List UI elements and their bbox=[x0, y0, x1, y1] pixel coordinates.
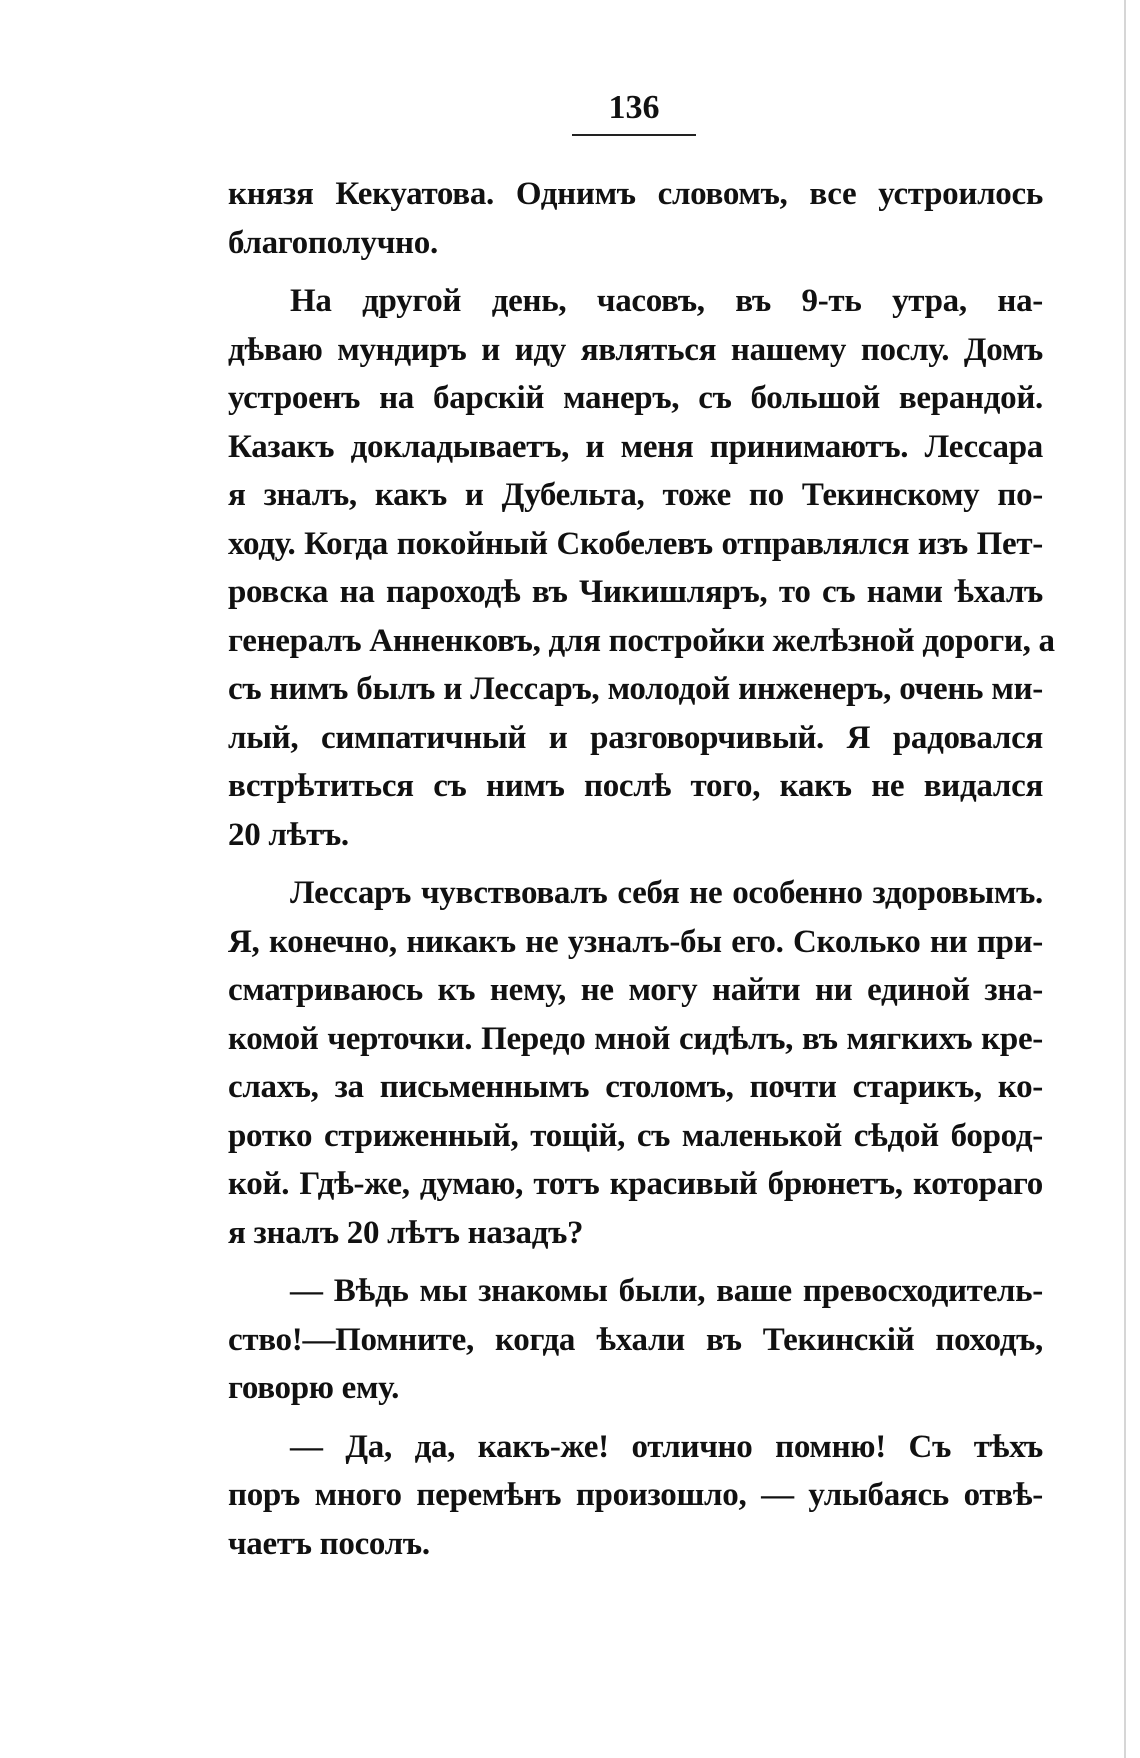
text-line: лый, симпатичный и разговорчивый. Я радовался bbox=[228, 719, 1043, 756]
text-line: сматриваюсь къ нему, не могу найти ни единой зна- bbox=[228, 972, 1043, 1008]
page-edge-line bbox=[1124, 0, 1126, 1758]
text-line: ровска на пароходѣ въ Чикишляръ, то съ нами ѣхалъ bbox=[228, 574, 1043, 610]
text-line: комой черточки. Передо мной сидѣлъ, въ мягкихъ кре- bbox=[228, 1020, 1043, 1057]
body-text bbox=[228, 170, 1055, 1568]
text-line: поръ много перемѣнъ произошло, — улыбаясь отвѣ- bbox=[228, 1477, 1043, 1513]
text-line: я зналъ 20 лѣтъ назадъ? bbox=[228, 1214, 584, 1251]
text-line: слахъ, за письменнымъ столомъ, почти старикъ, ко- bbox=[228, 1069, 1043, 1105]
text-line: — Да, да, какъ-же! отлично помню! Съ тѣхъ bbox=[290, 1428, 1043, 1465]
text-line: кой. Гдѣ-же, думаю, тотъ красивый брюнетъ, котораго bbox=[228, 1166, 1043, 1202]
text-line: Лессаръ чувствовалъ себя не особенно здоровымъ. bbox=[290, 875, 1043, 911]
paragraph-gap bbox=[228, 859, 1043, 869]
text-line: чаетъ посолъ. bbox=[228, 1525, 430, 1562]
text-line: съ нимъ былъ и Лессаръ, молодой инженеръ, очень ми- bbox=[228, 671, 1043, 707]
text-line: генералъ Анненковъ, для постройки желѣзной дороги, а bbox=[228, 622, 1055, 659]
text-line: благополучно. bbox=[228, 224, 438, 261]
paragraph-gap bbox=[228, 1257, 1043, 1267]
text-line: дѣваю мундиръ и иду являться нашему послу. Домъ bbox=[228, 331, 1043, 368]
text-line: я зналъ, какъ и Дубельта, тоже по Текинскому по- bbox=[228, 477, 1043, 513]
text-line: ство!—Помните, когда ѣхали въ Текинскій походъ, bbox=[228, 1321, 1043, 1358]
page-number: 136 bbox=[572, 88, 696, 136]
text-line: Казакъ докладываетъ, и меня принимаютъ. Лессара bbox=[228, 428, 1043, 465]
text-line: На другой день, часовъ, въ 9-ть утра, на- bbox=[290, 283, 1043, 319]
text-line: князя Кекуатова. Однимъ словомъ, все устроилось bbox=[228, 176, 1043, 212]
text-line: Я, конечно, никакъ не узналъ-бы его. Сколько ни при- bbox=[228, 923, 1043, 960]
text-line: — Вѣдь мы знакомы были, ваше превосходитель- bbox=[290, 1273, 1043, 1309]
text-line: говорю ему. bbox=[228, 1370, 400, 1406]
paragraph-gap bbox=[228, 267, 1043, 277]
text-line: устроенъ на барскій манеръ, съ большой верандой. bbox=[228, 380, 1043, 416]
text-line: ходу. Когда покойный Скобелевъ отправлялся изъ Пет- bbox=[228, 525, 1043, 562]
text-line: встрѣтиться съ нимъ послѣ того, какъ не видался bbox=[228, 768, 1043, 804]
text-line: 20 лѣтъ. bbox=[228, 816, 349, 853]
paragraph-gap bbox=[228, 1413, 1043, 1423]
text-line: ротко стриженный, тощій, съ маленькой сѣдой бород- bbox=[228, 1117, 1043, 1154]
